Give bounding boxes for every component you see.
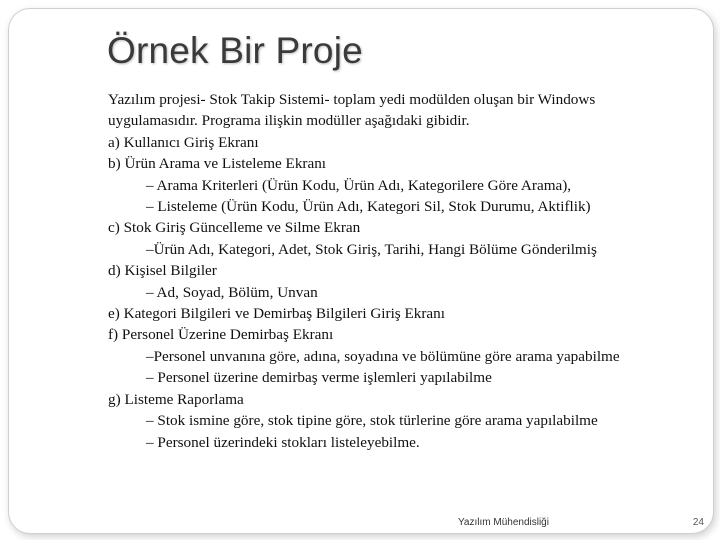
module-item-e: e) Kategori Bilgileri ve Demirbaş Bilgileri Giriş Ekranı [108, 305, 445, 323]
module-item-d: d) Kişisel Bilgiler [108, 262, 217, 280]
module-item-a: a) Kullanıcı Giriş Ekranı [108, 133, 259, 151]
module-item-b: b) Ürün Arama ve Listeleme Ekranı [108, 155, 327, 173]
body-line: uygulamasıdır. Programa ilişkin modüller aşağıdaki gibidir. [108, 112, 470, 130]
sub-item: –Ürün Adı, Kategori, Adet, Stok Giriş, Tarihi, Hangi Bölüme Gönderilmiş [146, 240, 597, 258]
footer-text: Yazılım Mühendisliği [458, 517, 549, 528]
slide-title: Örnek Bir Proje [107, 30, 363, 71]
sub-item: – Personel üzerindeki stokları listeleyebilme. [146, 433, 420, 451]
module-item-g: g) Listeme Raporlama [108, 390, 244, 408]
sub-item: – Personel üzerine demirbaş verme işlemleri yapılabilme [146, 369, 492, 387]
sub-item: –Personel unvanına göre, adına, soyadına ve bölümüne göre arama yapabilme [146, 347, 620, 365]
sub-item: – Ad, Soyad, Bölüm, Unvan [146, 283, 318, 301]
sub-item: – Arama Kriterleri (Ürün Kodu, Ürün Adı, Kategorilere Göre Arama), [146, 176, 572, 194]
sub-item: – Listeleme (Ürün Kodu, Ürün Adı, Kategori Sil, Stok Durumu, Aktiflik) [146, 198, 591, 216]
module-item-f: f) Personel Üzerine Demirbaş Ekranı [108, 326, 334, 344]
body-line: Yazılım projesi- Stok Takip Sistemi- toplam yedi modülden oluşan bir Windows [108, 91, 596, 108]
slide-body [108, 89, 691, 453]
sub-item: – Stok ismine göre, stok tipine göre, stok türlerine göre arama yapılabilme [146, 412, 598, 430]
module-item-c: c) Stok Giriş Güncelleme ve Silme Ekran [108, 219, 361, 237]
page-number: 24 [692, 517, 704, 528]
